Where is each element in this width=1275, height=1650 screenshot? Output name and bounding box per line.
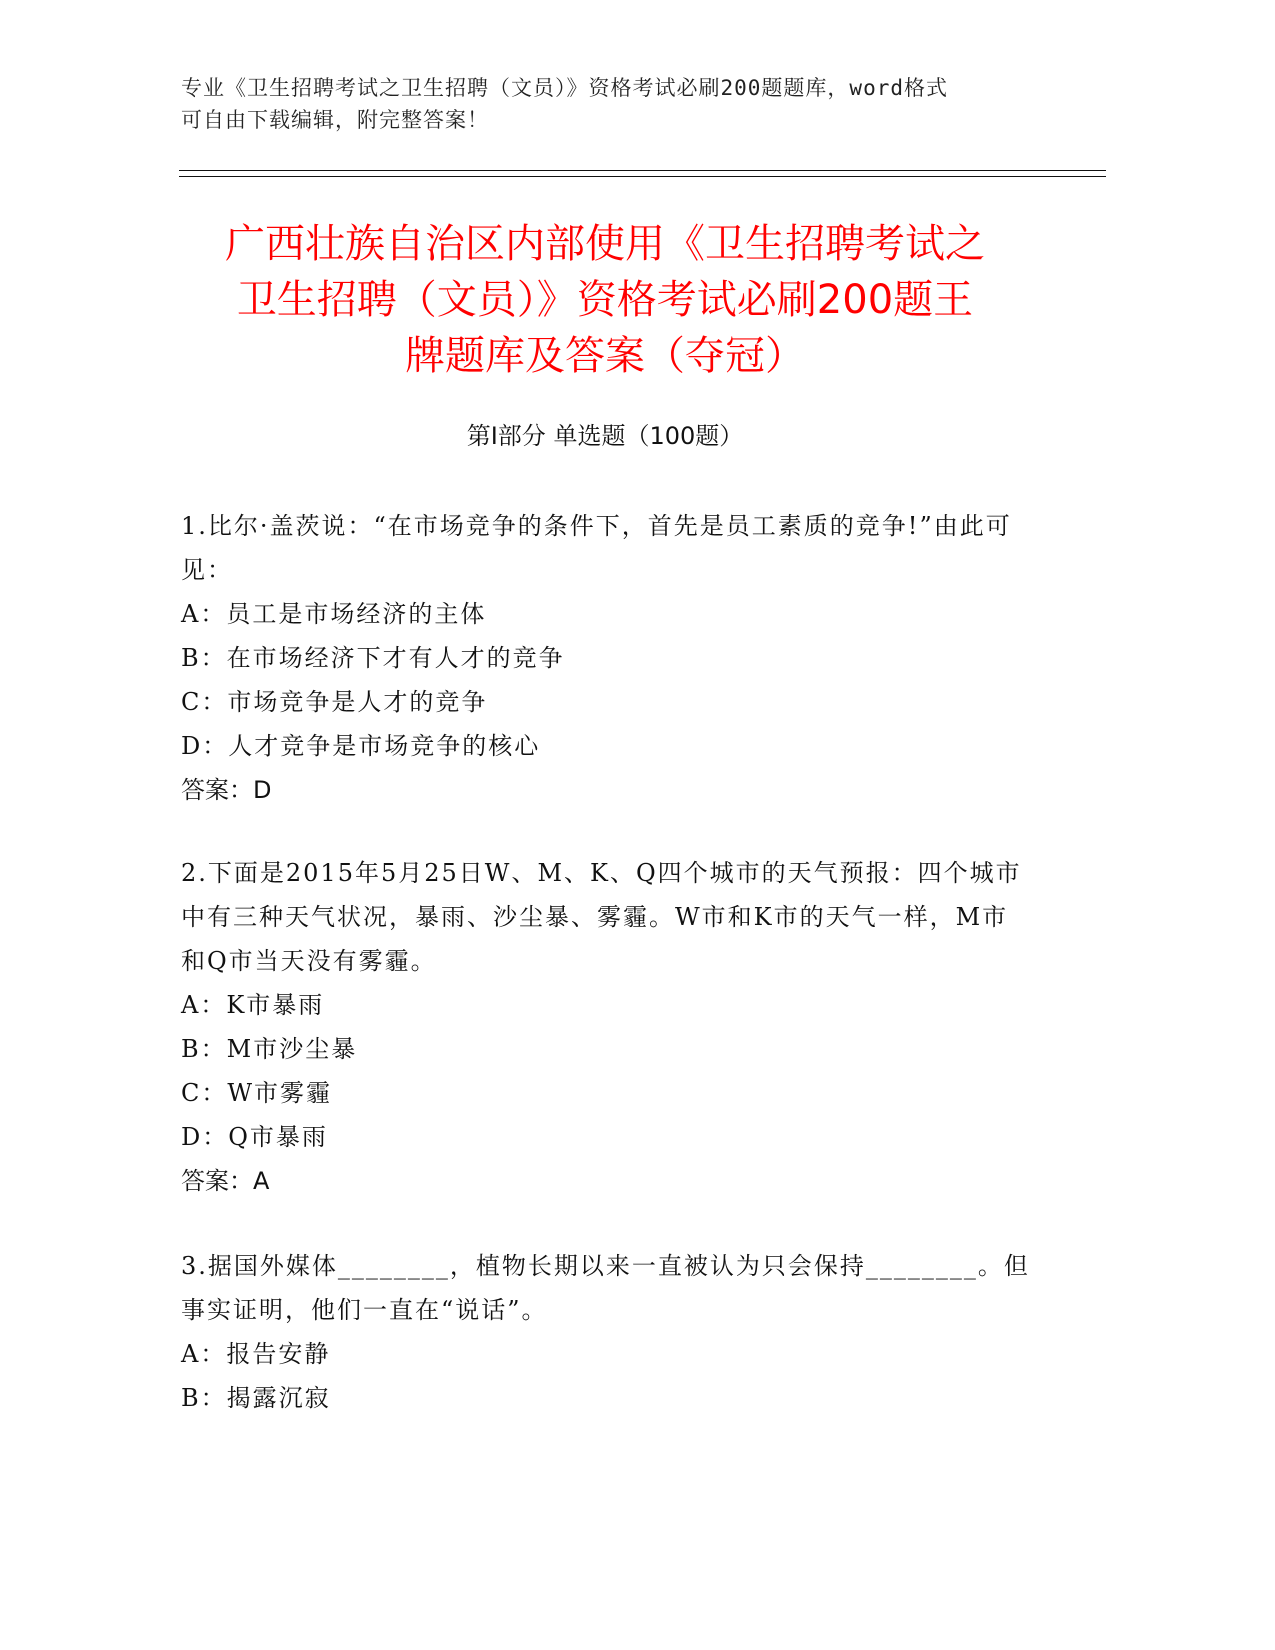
option-d: D：人才竞争是市场竞争的核心 xyxy=(181,732,541,760)
option-b: B：在市场经济下才有人才的竞争 xyxy=(181,644,565,672)
header-note-line: 可自由下载编辑，附完整答案！ xyxy=(181,108,489,132)
document-title-line: 牌题库及答案（夺冠） xyxy=(405,333,805,379)
document-title-line: 卫生招聘（文员）》资格考试必刷200题王 xyxy=(236,277,974,323)
question-item xyxy=(181,851,1031,1203)
option-a: A：报告安静 xyxy=(181,1340,331,1368)
document-title-line: 广西壮族自治区内部使用《卫生招聘考试之 xyxy=(225,221,985,267)
document-title xyxy=(180,216,1030,384)
option-b: B：揭露沉寂 xyxy=(181,1384,331,1412)
answer-label: 答案：A xyxy=(181,1167,270,1195)
option-c: C：市场竞争是人才的竞争 xyxy=(181,688,488,716)
question-item xyxy=(181,1244,1031,1420)
question-text: 2.下面是2015年5月25日W、M、K、Q四个城市的天气预报：四个城市中有三种天气状况，暴雨、沙尘暴、雾霾。W市和K市的天气一样，M市和Q市当天没有雾霾。 xyxy=(181,859,1022,975)
option-a: A：K市暴雨 xyxy=(181,991,325,1019)
header-note-line: 专业《卫生招聘考试之卫生招聘（文员）》资格考试必刷200题题库，word格式 xyxy=(181,76,948,100)
header-divider-top xyxy=(179,170,1106,171)
answer-label: 答案：D xyxy=(181,776,272,804)
section-heading: 第Ⅰ部分 单选题（100题） xyxy=(466,422,744,450)
question-item xyxy=(181,504,1031,812)
option-a: A：员工是市场经济的主体 xyxy=(181,600,487,628)
header-note xyxy=(181,72,1061,136)
option-c: C：W市雾霾 xyxy=(181,1079,333,1107)
question-text: 1.比尔·盖茨说：“在市场竞争的条件下，首先是员工素质的竞争!”由此可见： xyxy=(181,512,1012,584)
option-d: D：Q市暴雨 xyxy=(181,1123,328,1151)
option-b: B：M市沙尘暴 xyxy=(181,1035,358,1063)
question-text: 3.据国外媒体________，植物长期以来一直被认为只会保持________。但事实证明，他们一直在“说话”。 xyxy=(181,1252,1030,1324)
header-divider-bottom xyxy=(179,176,1106,177)
